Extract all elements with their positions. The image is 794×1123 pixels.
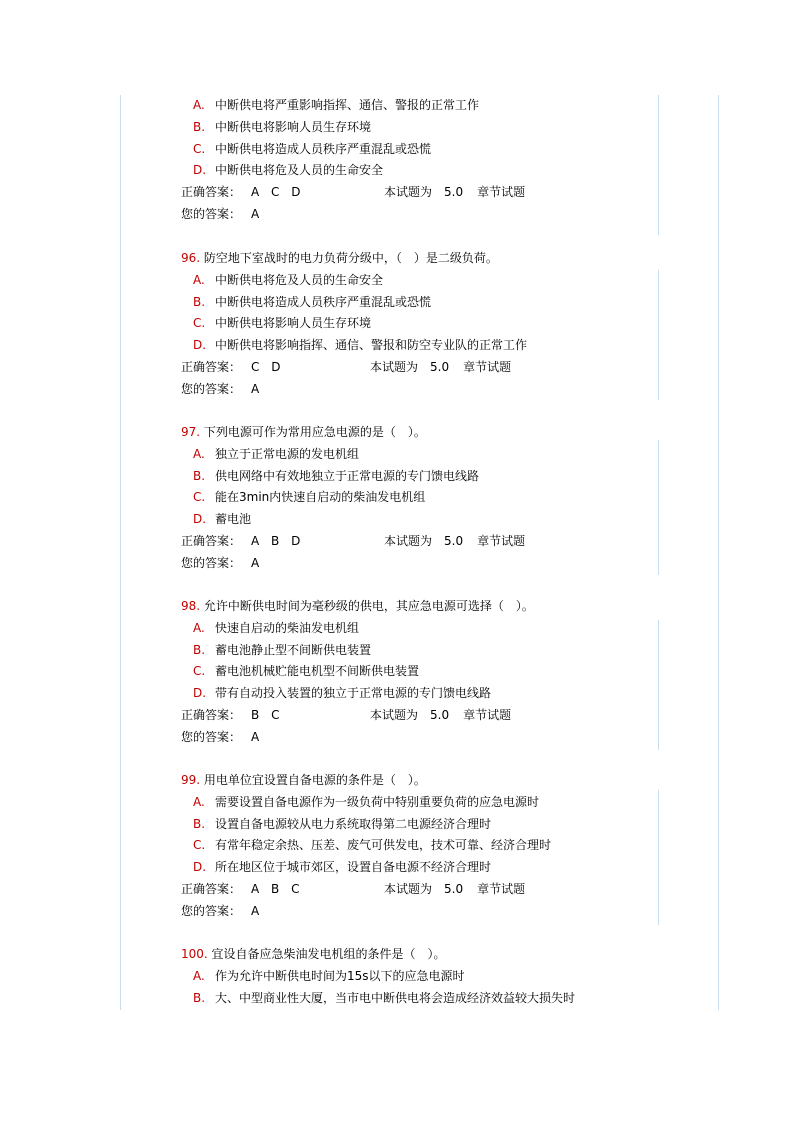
correct-answer-row [181,357,701,379]
score-prefix: 本试题为 [370,359,419,374]
question-text: 下列电源可作为常用应急电源的是（ ）。 [203,425,426,439]
score-suffix: 章节试题 [463,359,512,374]
score-value: 5.0 [430,707,450,722]
question-stem [181,770,701,792]
option-b [181,292,701,314]
option-c [181,835,701,857]
option-b [181,466,701,488]
correct-answer-value: A C D [251,185,305,200]
your-answer-label: 您的答案： [181,381,242,396]
correct-answer-row [181,182,701,204]
option-letter: B. [193,294,206,309]
right-border-line [718,95,719,1010]
option-letter: B. [193,816,206,831]
correct-answer-row [181,705,701,727]
option-letter: C. [193,838,206,853]
score-suffix: 章节试题 [477,881,526,896]
option-letter: A. [193,98,205,112]
correct-answer-row [181,879,701,901]
score-suffix: 章节试题 [463,707,512,722]
option-letter: C. [193,141,206,156]
option-d [181,335,701,357]
option-letter: B. [193,990,206,1005]
option-letter: D. [193,686,207,701]
option-text: 蓄电池机械贮能电机型不间断供电装置 [215,664,420,679]
option-text: 中断供电将危及人员的生命安全 [215,163,384,178]
score-suffix: 章节试题 [477,185,526,200]
score-value: 5.0 [430,359,450,374]
option-letter: C. [193,316,206,331]
question-stem [181,596,701,618]
your-answer-value: A [251,206,264,221]
question-block-99 [181,770,701,923]
your-answer-label: 您的答案： [181,206,242,221]
option-text: 蓄电池静止型不间断供电装置 [215,642,372,657]
score-suffix: 章节试题 [477,533,526,548]
correct-answer-value: B C [251,707,284,722]
your-answer-row [181,901,701,923]
your-answer-label: 您的答案： [181,555,242,570]
option-letter: A. [193,272,205,287]
score-value: 5.0 [444,533,464,548]
correct-answer-label: 正确答案： [181,881,242,896]
correct-answer-label: 正确答案： [181,533,242,548]
option-letter: D. [193,512,207,527]
option-text: 所在地区位于城市郊区，设置自备电源不经济合理时 [215,860,492,875]
option-text: 中断供电将造成人员秩序严重混乱或恐慌 [215,294,432,309]
option-d [181,160,701,182]
option-text: 独立于正常电源的发电机组 [215,446,360,461]
option-text: 中断供电将严重影响指挥、通信、警报的正常工作 [215,98,480,112]
option-letter: C. [193,664,206,679]
option-text: 有常年稳定余热、压差、废气可供发电，技术可靠、经济合理时 [215,838,552,853]
option-letter: C. [193,490,206,505]
option-letter: B. [193,468,206,483]
option-text: 需要设置自备电源作为一级负荷中特别重要负荷的应急电源时 [215,794,540,809]
correct-answer-value: C D [251,359,285,374]
question-block-100 [181,944,701,1009]
your-answer-row [181,553,701,575]
option-b [181,814,701,836]
option-letter: B. [193,642,206,657]
your-answer-row [181,379,701,401]
question-number: 99. [181,773,201,787]
option-a [181,95,701,117]
score-info [384,182,525,204]
score-value: 5.0 [444,881,464,896]
option-a [181,618,701,640]
question-text: 防空地下室战时的电力负荷分级中，（ ）是二级负荷。 [203,251,498,265]
question-stem [181,248,701,270]
option-d [181,857,701,879]
left-border-line [120,95,121,1010]
option-text: 供电网络中有效地独立于正常电源的专门馈电线路 [215,468,480,483]
score-info [384,879,525,901]
option-text: 中断供电将危及人员的生命安全 [215,272,384,287]
question-stem [181,422,701,444]
correct-answer-value: A B D [251,533,305,548]
option-c [181,313,701,335]
score-info [370,705,511,727]
correct-answer-row [181,531,701,553]
option-letter: B. [193,119,206,134]
correct-answer-label: 正确答案： [181,185,242,200]
option-text: 大、中型商业性大厦，当市电中断供电将会造成经济效益较大损失时 [215,990,576,1005]
correct-answer-label: 正确答案： [181,707,242,722]
question-number: 97. [181,425,201,439]
question-number: 100. [181,947,208,961]
option-letter: A. [193,968,205,983]
option-a [181,966,701,988]
option-b [181,988,701,1010]
option-letter: D. [193,338,207,353]
question-number: 96. [181,251,201,265]
your-answer-value: A [251,381,264,396]
score-value: 5.0 [444,185,464,200]
question-number: 98. [181,599,201,613]
option-text: 快速自启动的柴油发电机组 [215,620,360,635]
option-text: 蓄电池 [215,512,252,527]
your-answer-row [181,727,701,749]
score-info [370,357,511,379]
option-c [181,661,701,683]
option-text: 中断供电将造成人员秩序严重混乱或恐慌 [215,141,432,156]
option-d [181,509,701,531]
option-text: 带有自动投入装置的独立于正常电源的专门馈电线路 [215,686,492,701]
score-prefix: 本试题为 [384,185,433,200]
option-c [181,487,701,509]
your-answer-label: 您的答案： [181,729,242,744]
question-text: 允许中断供电时间为毫秒级的供电，其应急电源可选择（ ）。 [203,599,534,613]
your-answer-row [181,204,701,226]
your-answer-value: A [251,729,264,744]
question-block-97 [181,422,701,575]
option-c [181,139,701,161]
question-stem [181,944,701,966]
option-b [181,640,701,662]
option-d [181,683,701,705]
option-a [181,792,701,814]
option-letter: A. [193,446,205,461]
question-block-98 [181,596,701,749]
option-text: 设置自备电源较从电力系统取得第二电源经济合理时 [215,816,492,831]
option-text: 能在3min内快速自启动的柴油发电机组 [215,490,426,505]
score-prefix: 本试题为 [384,533,433,548]
option-letter: D. [193,860,207,875]
score-info [384,531,525,553]
correct-answer-value: A B C [251,881,304,896]
correct-answer-label: 正确答案： [181,359,242,374]
score-prefix: 本试题为 [384,881,433,896]
question-text: 用电单位宜设置自备电源的条件是（ ）。 [203,773,426,787]
your-answer-label: 您的答案： [181,903,242,918]
your-answer-value: A [251,555,264,570]
option-letter: D. [193,163,207,178]
option-letter: A. [193,794,205,809]
score-prefix: 本试题为 [370,707,419,722]
option-text: 中断供电将影响人员生存环境 [215,119,372,134]
option-text: 作为允许中断供电时间为15s以下的应急电源时 [215,968,465,983]
option-a [181,270,701,292]
option-letter: A. [193,620,205,635]
option-text: 中断供电将影响指挥、通信、警报和防空专业队的正常工作 [215,338,528,353]
question-block-96 [181,248,701,401]
option-text: 中断供电将影响人员生存环境 [215,316,372,331]
option-b [181,117,701,139]
option-a [181,444,701,466]
question-block-95-continued [181,95,701,226]
your-answer-value: A [251,903,264,918]
question-text: 宜设自备应急柴油发电机组的条件是（ ）。 [211,947,446,961]
